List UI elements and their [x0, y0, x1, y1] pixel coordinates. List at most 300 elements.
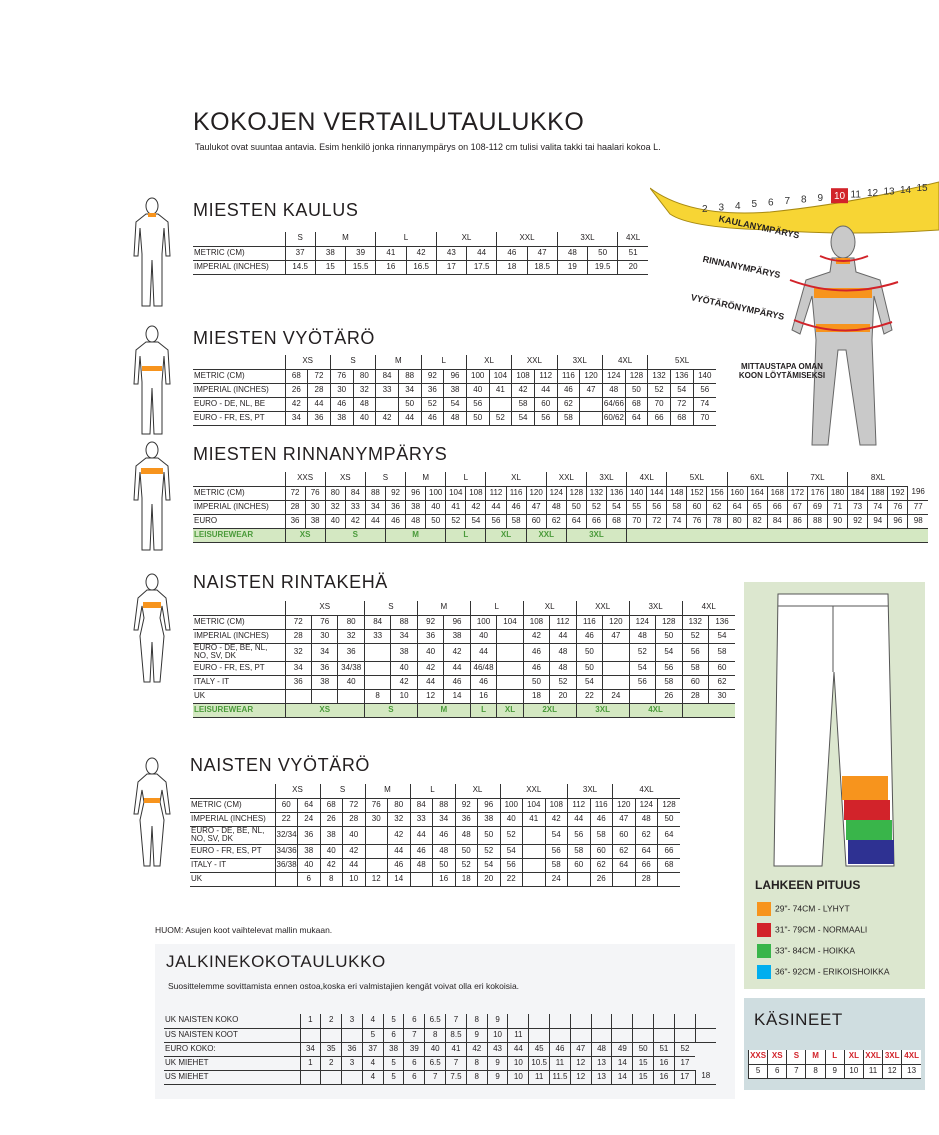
table-cell: 12: [570, 1070, 591, 1084]
table-cell: [497, 629, 523, 643]
table-cell: 19: [557, 260, 587, 274]
table-cell: 68: [670, 411, 693, 425]
table-cell: 50: [656, 629, 682, 643]
table-cell: LEISUREWEAR: [193, 528, 285, 542]
table-cell: 52: [489, 411, 512, 425]
table-cell: 72: [343, 798, 366, 812]
table-cell: 10: [508, 1070, 529, 1084]
table-cell: 58: [512, 397, 535, 411]
table-cell: 18: [523, 690, 549, 704]
table-cell: 58: [568, 845, 591, 859]
table-cell: 11: [508, 1028, 529, 1042]
table-cell: 120: [580, 369, 603, 383]
table-header-row: [193, 232, 648, 246]
table-cell: UK MIEHET: [164, 1056, 300, 1070]
table-cell: 1: [300, 1056, 321, 1070]
table-cell: 192: [888, 486, 908, 500]
table-cell: 33: [364, 629, 390, 643]
table-cell: 44: [308, 397, 331, 411]
table-cell: 42: [345, 514, 365, 528]
table-cell: METRIC (CM): [193, 486, 285, 500]
table-cell: 36: [285, 676, 311, 690]
table-cell: 42: [391, 676, 417, 690]
table-cell: 7: [787, 1064, 806, 1078]
table-cell: 7: [404, 1028, 425, 1042]
table-cell: 46: [330, 397, 353, 411]
table-cell: 65: [747, 500, 767, 514]
leg-legend-item: [757, 944, 890, 958]
leg-legend-label: 33"- 84CM - HOIKKA: [775, 945, 856, 956]
table-cell: 70: [627, 514, 647, 528]
table-cell: 16: [376, 260, 406, 274]
table-row: [193, 662, 735, 676]
shoe-table: [164, 1014, 716, 1085]
table-cell: 66: [586, 514, 606, 528]
table-cell: 4XL: [902, 1050, 921, 1064]
table-cell: 46/48: [470, 662, 496, 676]
table-cell: 30: [330, 383, 353, 397]
table-cell: [376, 397, 399, 411]
table-cell: 8: [320, 873, 343, 887]
table-cell: 72: [670, 397, 693, 411]
table-cell: 32: [325, 500, 345, 514]
table-cell: 56: [500, 859, 523, 873]
table-cell: [613, 873, 636, 887]
table-cell: 108: [545, 798, 568, 812]
table-cell: 86: [787, 514, 807, 528]
man-waist-icon: [132, 324, 172, 436]
table-cell: 76: [330, 369, 353, 383]
table-cell: 33: [345, 500, 365, 514]
table-cell: 26: [590, 873, 613, 887]
table-cell: 41: [523, 812, 546, 826]
table-cell: [550, 1014, 571, 1028]
men-collar-table: [193, 232, 648, 275]
table-cell: XS: [275, 784, 320, 798]
table-cell: 84: [767, 514, 787, 528]
table-cell: 34: [398, 383, 421, 397]
table-cell: 50: [576, 643, 602, 662]
table-cell: XXL: [863, 1050, 882, 1064]
tape-number: 9: [817, 192, 824, 204]
table-cell: [497, 676, 523, 690]
table-cell: 14: [388, 873, 411, 887]
table-cell: 116: [557, 369, 580, 383]
table-cell: 8: [425, 1028, 446, 1042]
table-cell: 52: [648, 383, 671, 397]
table-cell: 3XL: [568, 784, 613, 798]
table-cell: 8XL: [848, 472, 908, 486]
leg-legend-label: 29"- 74CM - LYHYT: [775, 903, 850, 914]
table-cell: 100: [500, 798, 523, 812]
table-cell: 54: [478, 859, 501, 873]
table-cell: 64/66: [602, 397, 625, 411]
table-cell: 124: [546, 486, 566, 500]
table-cell: 156: [707, 486, 727, 500]
table-cell: [523, 845, 546, 859]
table-row: [193, 383, 716, 397]
table-cell: 124: [635, 798, 658, 812]
table-cell: 18.5: [527, 260, 557, 274]
table-cell: XS: [285, 704, 364, 718]
table-cell: 56: [656, 662, 682, 676]
table-cell: 36: [285, 514, 305, 528]
table-cell: 8: [466, 1070, 487, 1084]
table-cell: 6: [404, 1070, 425, 1084]
table-cell: 66: [767, 500, 787, 514]
table-cell: S: [325, 528, 385, 542]
table-row: [190, 798, 680, 812]
table-cell: 46: [506, 500, 526, 514]
men-collar-title: MIESTEN KAULUS: [193, 200, 359, 220]
tape-number: 8: [801, 194, 807, 206]
table-cell: 34: [365, 500, 385, 514]
table-cell: XXL: [512, 355, 557, 369]
women-chest-table: [193, 601, 735, 718]
table-cell: 172: [787, 486, 807, 500]
table-cell: 104: [497, 615, 523, 629]
table-cell: 112: [486, 486, 506, 500]
table-cell: 112: [534, 369, 557, 383]
table-cell: 47: [526, 500, 546, 514]
table-cell: 80: [727, 514, 747, 528]
table-cell: 58: [667, 500, 687, 514]
table-cell: IMPERIAL (INCHES): [190, 812, 275, 826]
table-cell: 92: [385, 486, 405, 500]
table-cell: 47: [603, 629, 629, 643]
chest-label: RINNANYMPÄRYS: [701, 253, 782, 281]
table-cell: [523, 826, 546, 845]
table-row: [164, 1014, 716, 1028]
table-cell: 38: [444, 383, 467, 397]
table-cell: 36: [421, 383, 444, 397]
table-cell: 9: [825, 1064, 844, 1078]
waist-label: VYÖTÄRÖNYMPÄRYS: [690, 292, 786, 322]
table-cell: 108: [466, 486, 486, 500]
table-cell: 52: [550, 676, 576, 690]
table-cell: 18: [455, 873, 478, 887]
table-cell: [674, 1028, 695, 1042]
women-waist-table: [190, 784, 680, 887]
table-cell: EURO - DE, BE, NL, NO, SV, DK: [190, 826, 275, 845]
table-cell: 58: [545, 859, 568, 873]
table-cell: 54: [466, 514, 486, 528]
table-cell: 15: [315, 260, 345, 274]
table-cell: 46: [388, 859, 411, 873]
table-row: [190, 826, 680, 845]
table-cell: 52: [674, 1042, 695, 1056]
table-cell: 82: [747, 514, 767, 528]
table-row: [193, 260, 648, 274]
table-cell: 64: [727, 500, 747, 514]
table-cell: 20: [478, 873, 501, 887]
table-cell: 62: [635, 826, 658, 845]
table-cell: S: [330, 355, 375, 369]
table-cell: 42: [523, 629, 549, 643]
table-cell: XXS: [749, 1050, 768, 1064]
table-cell: 69: [807, 500, 827, 514]
table-cell: 33: [376, 383, 399, 397]
table-cell: 1: [300, 1014, 321, 1028]
table-cell: 58: [709, 643, 736, 662]
men-waist-table: [193, 355, 716, 426]
table-cell: 14.5: [285, 260, 315, 274]
table-header-row: [190, 784, 680, 798]
table-cell: 2XL: [523, 704, 576, 718]
table-cell: 36: [308, 411, 331, 425]
table-cell: XL: [486, 472, 546, 486]
table-cell: 104: [446, 486, 466, 500]
table-cell: 136: [607, 486, 627, 500]
table-cell: 88: [365, 486, 385, 500]
table-cell: 60/62: [602, 411, 625, 425]
table-cell: 112: [550, 615, 576, 629]
table-row: [193, 397, 716, 411]
table-cell: [365, 845, 388, 859]
table-cell: 32: [353, 383, 376, 397]
table-cell: 50: [398, 397, 421, 411]
table-cell: [321, 1070, 342, 1084]
table-row: [193, 629, 735, 643]
table-cell: 46: [557, 383, 580, 397]
table-cell: 18: [695, 1070, 716, 1084]
table-cell: [580, 397, 603, 411]
table-cell: 72: [647, 514, 667, 528]
table-cell: 26: [285, 383, 308, 397]
table-cell: METRIC (CM): [193, 615, 285, 629]
table-cell: 120: [603, 615, 629, 629]
woman-waist-icon: [132, 756, 172, 868]
table-cell: 38: [406, 500, 426, 514]
tape-number: 13: [883, 186, 895, 198]
table-row: [190, 812, 680, 826]
table-cell: 44: [444, 662, 470, 676]
table-cell: 2: [321, 1056, 342, 1070]
table-row: [193, 369, 716, 383]
table-cell: 4: [362, 1056, 383, 1070]
table-cell: S: [320, 784, 365, 798]
table-cell: [627, 528, 928, 542]
table-cell: 132: [648, 369, 671, 383]
table-header-row: [193, 601, 735, 615]
table-cell: [497, 690, 523, 704]
table-cell: 58: [682, 662, 708, 676]
table-cell: 56: [486, 514, 506, 528]
table-cell: 38: [444, 629, 470, 643]
table-cell: 42: [376, 411, 399, 425]
table-cell: 80: [353, 369, 376, 383]
table-cell: 47: [570, 1042, 591, 1056]
table-cell: 71: [828, 500, 848, 514]
table-cell: 38: [478, 812, 501, 826]
table-cell: [529, 1028, 550, 1042]
table-cell: 4XL: [618, 232, 648, 246]
table-cell: 54: [500, 845, 523, 859]
table-cell: 80: [338, 615, 364, 629]
table-cell: [489, 397, 512, 411]
table-cell: [497, 662, 523, 676]
table-cell: 38: [311, 676, 337, 690]
table-cell: 50: [633, 1042, 654, 1056]
table-cell: 120: [526, 486, 546, 500]
table-cell: 17: [436, 260, 466, 274]
table-cell: 100: [466, 369, 489, 383]
tape-number: 4: [735, 200, 741, 212]
table-cell: [591, 1014, 612, 1028]
table-cell: XS: [768, 1050, 787, 1064]
table-cell: 68: [658, 859, 681, 873]
table-cell: 40: [417, 643, 443, 662]
table-cell: [629, 690, 655, 704]
table-cell: 74: [667, 514, 687, 528]
table-cell: 48: [635, 812, 658, 826]
table-cell: [508, 1014, 529, 1028]
table-cell: L: [446, 528, 486, 542]
table-header-row: [193, 355, 716, 369]
table-row: [164, 1042, 716, 1056]
man-chest-icon: [132, 440, 172, 552]
table-cell: 46: [576, 629, 602, 643]
table-cell: 50: [588, 246, 618, 260]
table-cell: 108: [512, 369, 535, 383]
table-cell: 24: [603, 690, 629, 704]
table-cell: 88: [391, 615, 417, 629]
table-cell: 44: [417, 676, 443, 690]
table-cell: 76: [888, 500, 908, 514]
table-cell: 84: [376, 369, 399, 383]
table-cell: [193, 601, 285, 615]
table-cell: 48: [550, 662, 576, 676]
table-cell: 116: [506, 486, 526, 500]
table-cell: M: [417, 601, 470, 615]
table-cell: 7XL: [787, 472, 847, 486]
table-cell: [497, 643, 523, 662]
table-cell: METRIC (CM): [193, 246, 285, 260]
table-cell: 152: [687, 486, 707, 500]
table-cell: 68: [285, 369, 308, 383]
table-cell: 44: [568, 812, 591, 826]
table-cell: XL: [497, 704, 523, 718]
table-cell: 42: [388, 826, 411, 845]
table-cell: 100: [426, 486, 446, 500]
tape-number: 10: [834, 191, 846, 203]
table-cell: IMPERIAL (INCHES): [193, 383, 285, 397]
table-cell: 44: [343, 859, 366, 873]
table-header-row: [193, 472, 928, 486]
table-cell: 98: [908, 514, 928, 528]
table-cell: [550, 1028, 571, 1042]
table-cell: 124: [629, 615, 655, 629]
table-cell: M: [365, 784, 410, 798]
table-cell: 37: [362, 1042, 383, 1056]
color-swatch-icon: [757, 923, 771, 937]
table-cell: 4: [362, 1070, 383, 1084]
leg-legend-label: 31"- 79CM - NORMAALI: [775, 924, 868, 935]
table-cell: 132: [682, 615, 708, 629]
table-cell: 6: [768, 1064, 787, 1078]
table-cell: [612, 1014, 633, 1028]
table-cell: 24: [545, 873, 568, 887]
table-cell: 32: [388, 812, 411, 826]
table-cell: 8: [466, 1056, 487, 1070]
table-cell: 54: [444, 397, 467, 411]
table-cell: 54: [607, 500, 627, 514]
table-cell: M: [806, 1050, 825, 1064]
table-row: [193, 486, 928, 500]
table-cell: [570, 1028, 591, 1042]
table-cell: 33: [410, 812, 433, 826]
table-row: [164, 1056, 716, 1070]
table-cell: 52: [682, 629, 708, 643]
table-cell: 52: [478, 845, 501, 859]
table-cell: 54: [545, 826, 568, 845]
table-cell: [364, 662, 390, 676]
table-row: [190, 845, 680, 859]
table-cell: 28: [635, 873, 658, 887]
table-cell: 26: [320, 812, 343, 826]
table-row: [164, 1070, 716, 1084]
table-cell: 60: [275, 798, 298, 812]
table-cell: 72: [285, 486, 305, 500]
table-cell: 36: [311, 662, 337, 676]
table-cell: 9: [487, 1070, 508, 1084]
table-cell: 22: [275, 812, 298, 826]
table-row: [190, 859, 680, 873]
table-cell: 46: [421, 411, 444, 425]
color-swatch-icon: [757, 944, 771, 958]
table-cell: UK: [193, 690, 285, 704]
leg-title: LAHKEEN PITUUS: [755, 878, 861, 892]
table-cell: [654, 1028, 675, 1042]
table-cell: 9: [466, 1028, 487, 1042]
table-cell: 38: [305, 514, 325, 528]
table-cell: 50: [478, 826, 501, 845]
table-cell: 16: [433, 873, 456, 887]
table-cell: 42: [417, 662, 443, 676]
table-cell: 44: [470, 643, 496, 662]
table-cell: 32/34: [275, 826, 298, 845]
table-cell: [523, 859, 546, 873]
table-cell: 60: [709, 662, 736, 676]
table-cell: M: [417, 704, 470, 718]
table-cell: 40: [298, 859, 321, 873]
table-cell: [410, 873, 433, 887]
table-cell: 62: [707, 500, 727, 514]
table-cell: 67: [787, 500, 807, 514]
table-cell: EURO - FR, ES, PT: [193, 411, 285, 425]
table-cell: 50: [466, 411, 489, 425]
table-cell: 132: [586, 486, 606, 500]
table-cell: 30: [709, 690, 736, 704]
table-cell: 90: [828, 514, 848, 528]
table-cell: 68: [625, 397, 648, 411]
table-cell: 128: [656, 615, 682, 629]
table-cell: 52: [455, 859, 478, 873]
table-cell: S: [285, 232, 315, 246]
table-cell: 52: [446, 514, 466, 528]
tape-number: 3: [718, 202, 725, 214]
table-cell: [523, 873, 546, 887]
table-cell: 48: [433, 845, 456, 859]
table-cell: M: [376, 355, 421, 369]
table-cell: 58: [506, 514, 526, 528]
leg-legend-item: [757, 902, 890, 916]
tape-number: 5: [751, 199, 758, 211]
table-cell: 32: [338, 629, 364, 643]
table-cell: 10: [844, 1064, 863, 1078]
table-cell: 49: [612, 1042, 633, 1056]
table-cell: 62: [557, 397, 580, 411]
